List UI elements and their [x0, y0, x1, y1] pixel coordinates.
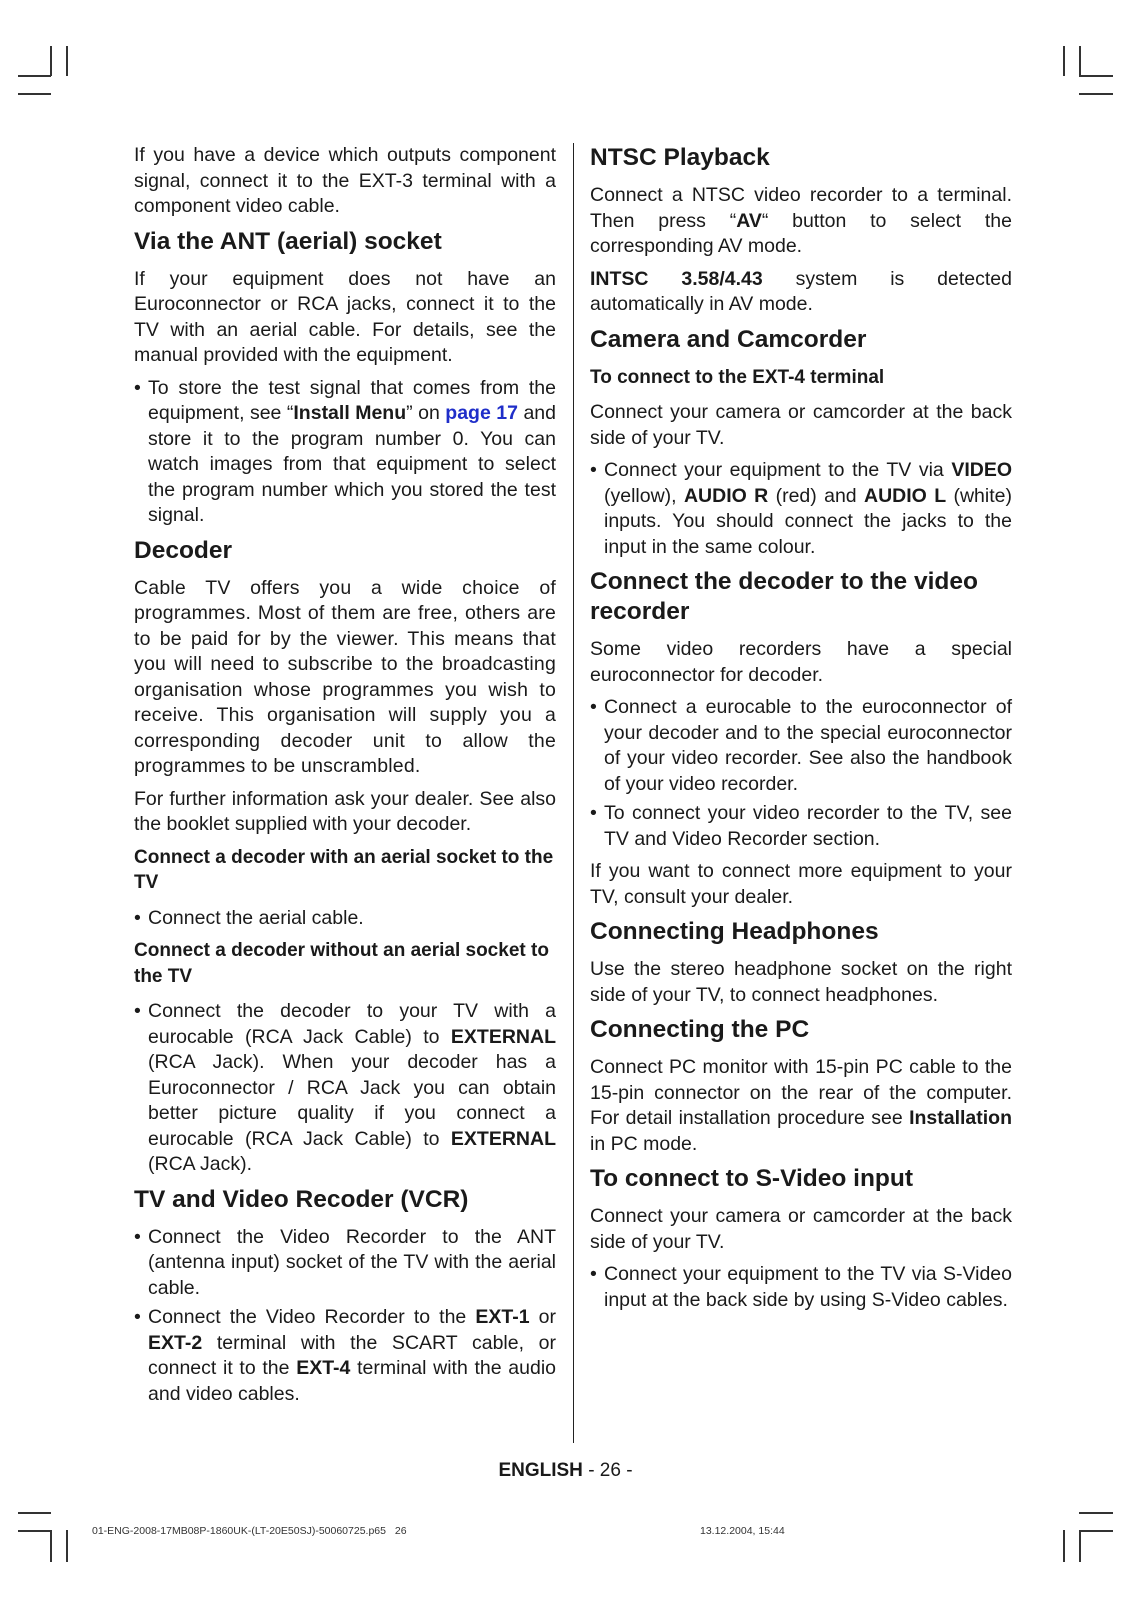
decoder-no-aerial-subheading: Connect a decoder without an aerial socket to the TV [134, 940, 549, 987]
ntsc-system-ref: INTSC 3.58/4.43 [590, 267, 763, 290]
decoder-dealer-paragraph: For further information ask your dealer. See also the booklet supplied with your decoder. [134, 787, 556, 835]
text-run: Connect the Video Recorder to the [148, 1306, 476, 1328]
crop-mark [66, 1530, 68, 1562]
ant-bullet [134, 376, 556, 529]
svideo-bullet: • Connect your equipment to the TV via S-Video input at the back side by using S-Video cables. [590, 1262, 1012, 1313]
text-run: system is detected automatically in AV mode. [590, 267, 1012, 315]
crop-mark [66, 46, 68, 76]
vcr-bullet-scart [134, 1305, 556, 1407]
decoder-vcr-heading: Connect the decoder to the video recorder [590, 568, 978, 625]
vcr-bullet-ant: • Connect the Video Recorder to the ANT (antenna input) socket of the TV with the aerial cable. [134, 1225, 556, 1302]
audio-l-ref: AUDIO L [864, 484, 947, 507]
external-ref: EXTERNAL [450, 1025, 556, 1048]
ant-heading: Via the ANT (aerial) socket [134, 227, 442, 255]
ant-list [134, 376, 556, 529]
crop-mark [18, 1512, 51, 1514]
text-run: To store the test signal that comes from the equipment, see “ [148, 376, 556, 424]
ntsc-paragraph [590, 183, 1012, 260]
decoder-aerial-list [134, 906, 556, 932]
av-button-ref: AV [736, 209, 762, 232]
text-run: “ button to select the corresponding AV mode. [590, 209, 1012, 257]
text-run: (yellow), [604, 484, 684, 507]
left-column [134, 143, 556, 1414]
text-run: Connect the decoder to your TV with a eurocable (RCA Jack Cable) to [148, 1000, 556, 1048]
decoder-no-aerial-bullet [134, 999, 556, 1178]
ext2-ref: EXT-2 [148, 1331, 203, 1354]
crop-mark [50, 46, 52, 76]
crop-mark [1079, 46, 1081, 76]
crop-mark [1079, 1512, 1113, 1514]
pc-paragraph [590, 1055, 1012, 1157]
crop-mark [1079, 75, 1113, 77]
text-run: (red) and [768, 484, 865, 507]
text-run: terminal with the SCART cable, or connect it to the [148, 1331, 556, 1379]
column-divider [573, 143, 574, 1443]
svideo-paragraph: Connect your camera or camcorder at the back side of your TV. [590, 1205, 1012, 1253]
external-ref: EXTERNAL [450, 1127, 556, 1150]
file-name: 01-ENG-2008-17MB08P-1860UK-(LT-20E50SJ)-50060725.p65 [92, 1525, 386, 1537]
svideo-list [590, 1262, 1012, 1313]
vcr-list [134, 1225, 556, 1408]
file-slug [92, 1525, 407, 1537]
decoder-no-aerial-list [134, 999, 556, 1178]
camera-heading: Camera and Camcorder [590, 325, 867, 353]
install-menu-ref: Install Menu [293, 402, 407, 424]
text-run: terminal with the audio and video cables. [148, 1357, 556, 1405]
text-run: Connect your equipment to the TV via [604, 459, 952, 481]
crop-mark [1063, 46, 1065, 76]
crop-mark [1079, 93, 1113, 95]
ant-paragraph: If your equipment does not have an Euroconnector or RCA jacks, connect it to the TV with an aerial cable. For details, see the manual provided with the equipment. [134, 267, 556, 366]
decoder-heading: Decoder [134, 536, 233, 564]
text-run: (white) inputs. You should connect the jacks to the input in the same colour. [604, 484, 1012, 558]
crop-mark [1079, 1530, 1081, 1562]
decoder-aerial-bullet: • Connect the aerial cable. [134, 906, 556, 932]
text-run: and store it to the program number 0. You can watch images from that equipment to select the program number which you stored the test signal. [148, 402, 556, 526]
ext4-ref: EXT-4 [296, 1357, 351, 1379]
decoder-paragraph: Cable TV offers you a wide choice of programmes. Most of them are free, others are to be paid for by the viewer. This means that you will need to subscribe to the broadcasting organisation whose programmes you wish to receive. This organisation will supply you a corresponding decoder unit to allow the programmes to be unscrambled. [134, 576, 556, 777]
pc-heading: Connecting the PC [590, 1016, 810, 1043]
installation-ref: Installation [909, 1107, 1012, 1129]
page-17-link[interactable]: page 17 [445, 402, 518, 424]
audio-r-ref: AUDIO R [683, 484, 769, 507]
crop-mark [1063, 1530, 1065, 1562]
text-run: ” on [406, 402, 446, 424]
text-run: in PC mode. [590, 1132, 698, 1155]
page-number: - 26 - [588, 1460, 633, 1481]
crop-mark [18, 1530, 51, 1532]
text-run: (RCA Jack). When your decoder has a Euroconnector / RCA Jack you can obtain better picture quality if you connect a eurocable (RCA Jack Cable) to [148, 1051, 556, 1150]
decoder-vcr-dealer-paragraph: If you want to connect more equipment to your TV, consult your dealer. [590, 860, 1012, 908]
ext1-ref: EXT-1 [475, 1306, 530, 1328]
ntsc-heading: NTSC Playback [590, 144, 770, 171]
ntsc-system-paragraph [590, 267, 1012, 318]
language-label: ENGLISH [498, 1460, 583, 1481]
video-ref: VIDEO [951, 459, 1012, 481]
decoder-vcr-bullet-tv: • To connect your video recorder to the TV, see TV and Video Recorder section. [590, 801, 1012, 852]
crop-mark [18, 93, 51, 95]
camera-subheading: To connect to the EXT-4 terminal [590, 366, 885, 388]
intro-paragraph: If you have a device which outputs component signal, connect it to the EXT-3 terminal with a component video cable. [134, 144, 556, 217]
camera-bullet [590, 458, 1012, 560]
crop-mark [1079, 1530, 1113, 1532]
svideo-heading: To connect to S-Video input [590, 1165, 914, 1192]
file-page-number: 26 [394, 1525, 407, 1537]
crop-mark [50, 1530, 52, 1562]
text-run: Connect PC monitor with 15-pin PC cable to the 15-pin connector on the rear of the computer. For detail installation procedure see [590, 1056, 1012, 1129]
vcr-heading: TV and Video Recoder (VCR) [134, 1185, 469, 1213]
headphones-paragraph: Use the stereo headphone socket on the right side of your TV, to connect headphones. [590, 958, 1012, 1006]
page-footer [0, 1460, 1131, 1482]
decoder-vcr-bullet-eurocable: • Connect a eurocable to the euroconnector of your decoder and to the special euroconnector of your video recorder. See also the handbook of your video recorder. [590, 695, 1012, 797]
camera-list [590, 458, 1012, 560]
decoder-vcr-list [590, 695, 1012, 852]
text-run: (RCA Jack). [148, 1153, 253, 1175]
right-column [590, 143, 1012, 1320]
headphones-heading: Connecting Headphones [590, 918, 879, 945]
print-timestamp: 13.12.2004, 15:44 [700, 1525, 785, 1537]
text-run: or [529, 1306, 556, 1328]
crop-mark [18, 75, 51, 77]
decoder-vcr-paragraph: Some video recorders have a special euroconnector for decoder. [590, 638, 1012, 686]
text-run: Connect a NTSC video recorder to a terminal. Then press “ [590, 184, 1012, 232]
decoder-aerial-subheading: Connect a decoder with an aerial socket to the TV [134, 846, 554, 893]
camera-paragraph: Connect your camera or camcorder at the back side of your TV. [590, 401, 1012, 449]
